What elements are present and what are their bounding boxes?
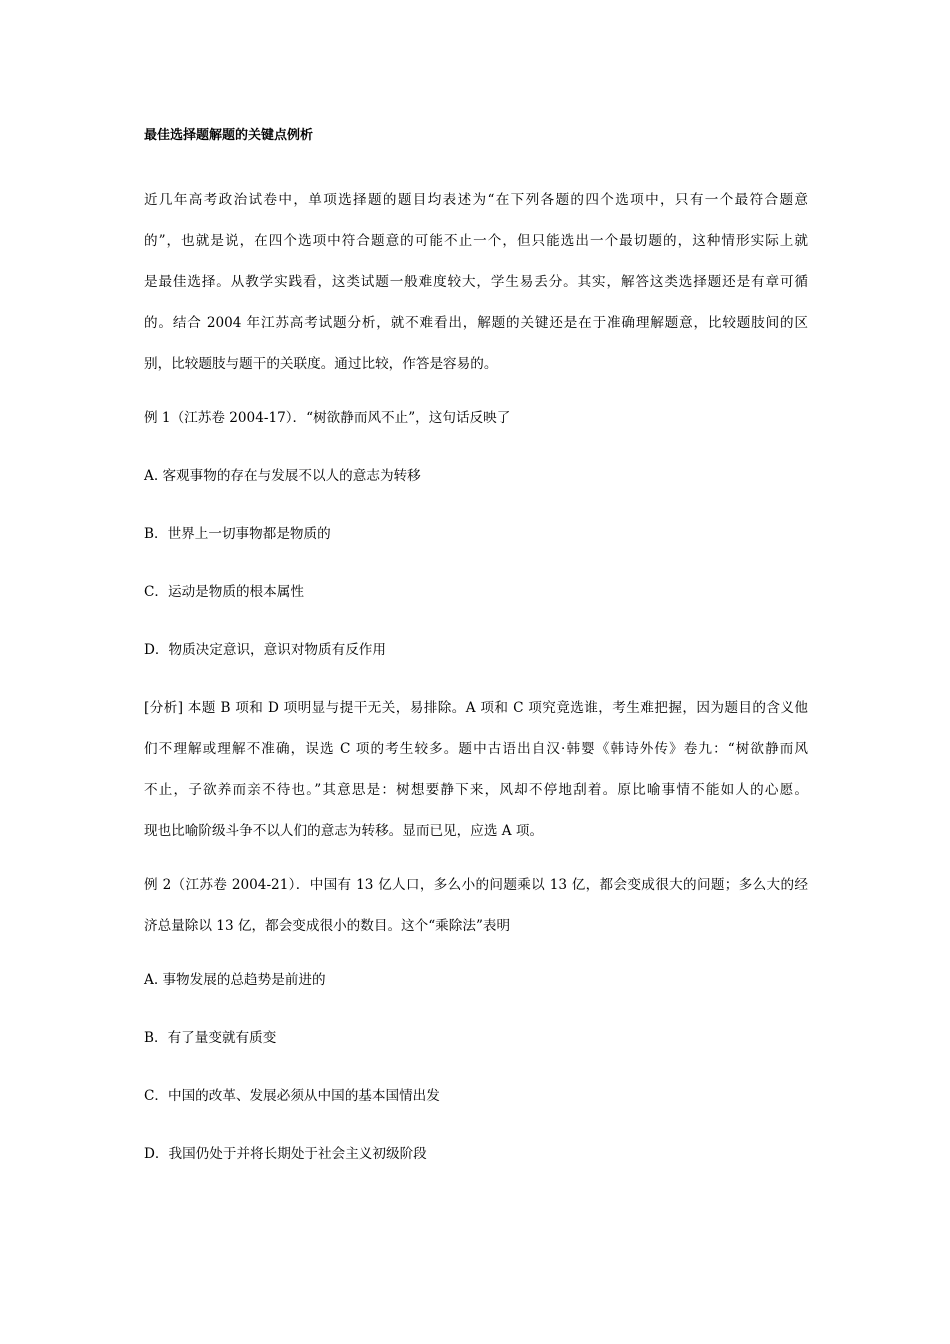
analysis-line: [分析] 本题 B 项和 D 项明显与提干无关，易排除。A 项和 C 项究竟选谁，考生难把握，因为题目的含义他 [144,700,808,716]
intro-paragraph [144,180,808,385]
example2-option-d: D．我国仍处于并将长期处于社会主义初级阶段 [144,1146,427,1162]
example1-option-d: D．物质决定意识，意识对物质有反作用 [144,642,386,658]
example2-question-line: 例 2（江苏卷 2004-21）．中国有 13 亿人口，多么小的问题乘以 13 亿，都会变成很大的问题；多么大的经 [144,877,808,893]
document-title: 最佳选择题解题的关键点例析 [144,128,314,143]
example1-question: 例 1（江苏卷 2004-17）．“树欲静而风不止”，这句话反映了 [144,410,511,426]
example2-option-a: A. 事物发展的总趋势是前进的 [144,972,326,988]
example1-option-b: B．世界上一切事物都是物质的 [144,526,331,542]
example1-analysis [144,688,808,852]
intro-line: 别，比较题肢与题干的关联度。通过比较，作答是容易的。 [144,356,498,372]
analysis-line: 不止，子欲养而亲不待也。”其意思是：树想要静下来，风却不停地刮着。原比喻事情不能如人的心愿。 [144,782,808,798]
example1-option-a: A. 客观事物的存在与发展不以人的意志为转移 [144,468,421,484]
intro-line: 近几年高考政治试卷中，单项选择题的题目均表述为“在下列各题的四个选项中，只有一个最符合题意 [144,192,808,208]
analysis-line: 们不理解或理解不准确，误选 C 项的考生较多。题中古语出自汉·韩婴《韩诗外传》卷九：“树欲静而风 [144,741,808,757]
analysis-line: 现也比喻阶级斗争不以人们的意志为转移。显而已见，应选 A 项。 [144,823,544,839]
example2-question-line: 济总量除以 13 亿，都会变成很小的数目。这个“乘除法”表明 [144,918,511,934]
intro-line: 的。结合 2004 年江苏高考试题分析，就不难看出，解题的关键还是在于准确理解题意，比较题肢间的区 [144,315,808,331]
intro-line: 是最佳选择。从教学实践看，这类试题一般难度较大，学生易丢分。其实，解答这类选择题还是有章可循 [144,274,808,290]
example2-option-c: C．中国的改革、发展必须从中国的基本国情出发 [144,1088,440,1104]
example2-question [144,865,808,947]
example2-option-b: B．有了量变就有质变 [144,1030,277,1046]
document-page [144,126,808,1192]
example1-option-c: C．运动是物质的根本属性 [144,584,304,600]
intro-line: 的”，也就是说，在四个选项中符合题意的可能不止一个，但只能选出一个最切题的，这种情形实际上就 [144,233,808,249]
